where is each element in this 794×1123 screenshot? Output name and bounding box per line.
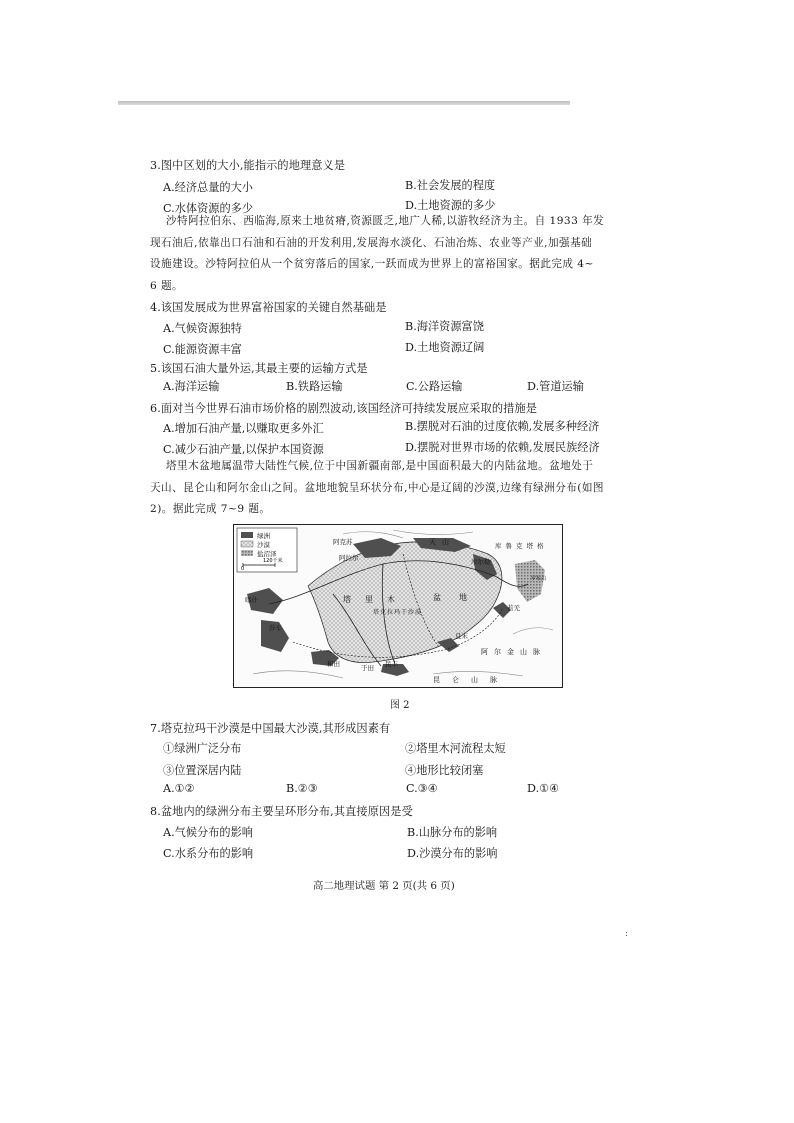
label-kashi: 喀什 <box>245 596 258 604</box>
q7-statement-1: ①绿洲广泛分布 <box>163 742 242 755</box>
label-ruoqiang: 若羌 <box>507 604 520 612</box>
label-pendi: 盆地 <box>433 593 485 602</box>
tarim-basin-map <box>233 524 563 688</box>
q3-option-d: D.土地资源的多少 <box>405 199 496 212</box>
label-talimu: 塔里木 <box>343 595 409 604</box>
q8-option-b: B.山脉分布的影响 <box>407 826 498 839</box>
svg-text:0: 0 <box>241 566 245 572</box>
q4-option-a: A.气候资源独特 <box>163 322 242 335</box>
q6-option-b: B.摆脱对石油的过度依赖,发展多种经济 <box>405 420 600 433</box>
q7-statement-3: ③位置深居内陆 <box>163 764 242 777</box>
label-shache: 莎车 <box>269 624 282 632</box>
legend-desert-label: 沙漠 <box>257 541 270 549</box>
q7-option-b: B.②③ <box>286 782 318 795</box>
q8-option-c: C.水系分布的影响 <box>163 847 254 860</box>
q5-option-a: A.海洋运输 <box>163 380 220 393</box>
label-minfeng: 民丰 <box>385 660 398 668</box>
passage-line: 6 题。 <box>150 279 184 292</box>
corner-mark: : <box>625 929 629 939</box>
label-kunlun: 昆仑山脉 <box>433 676 509 684</box>
question-6-stem: 6.面对当今世界石油市场价格的剧烈波动,该国经济可持续发展应采取的措施是 <box>150 402 538 415</box>
label-lopnur: 罗布泊 <box>531 576 547 582</box>
label-aerjin: 阿尔金山脉 <box>481 648 546 656</box>
q8-option-d: D.沙漠分布的影响 <box>407 847 498 860</box>
top-scan-line <box>118 101 570 105</box>
q7-option-d: D.①④ <box>527 782 560 795</box>
label-hetian: 和田 <box>327 660 340 668</box>
q7-statement-4: ④地形比较闭塞 <box>405 764 484 777</box>
q4-option-b: B.海洋资源富饶 <box>405 320 484 333</box>
q4-option-d: D.土地资源辽阔 <box>405 341 485 354</box>
label-akesu: 阿克苏 <box>333 538 353 546</box>
passage-line: 设施建设。沙特阿拉伯从一个贫穷落后的国家,一跃而成为世界上的富裕国家。据此完成 4~ <box>150 258 594 270</box>
passage-tarim <box>150 456 604 521</box>
q7-option-c: C.③④ <box>406 782 438 795</box>
passage-line: 沙特阿拉伯东、西临海,原来土地贫瘠,资源匮乏,地广人稀,以游牧经济为主。自 1933 年发 <box>166 215 605 227</box>
question-4-stem: 4.该国发展成为世界富裕国家的关键自然基础是 <box>150 301 387 314</box>
question-3-stem: 3.图中区划的大小,能指示的地理意义是 <box>150 159 346 172</box>
q7-statement-2: ②塔里木河流程太短 <box>405 742 506 755</box>
label-tianshan: 天山 <box>429 538 455 546</box>
passage-saudi <box>150 211 605 297</box>
label-kuluke: 库鲁克塔格 <box>495 542 548 550</box>
question-8-stem: 8.盆地内的绿洲分布主要呈环形分布,其直接原因是受 <box>150 805 413 818</box>
legend-salt-label: 盐沼泽 <box>257 550 277 558</box>
q5-option-b: B.铁路运输 <box>286 380 343 393</box>
passage-line: 天山、昆仑山和阿尔金山之间。盆地地貌呈环状分布,中心是辽阔的沙漠,边缘有绿洲分布(如图 <box>150 481 604 494</box>
passage-line: 2)。据此完成 7~9 题。 <box>150 503 271 515</box>
q4-option-c: C.能源资源丰富 <box>163 343 242 356</box>
q6-option-c: C.减少石油产量,以保护本国资源 <box>163 443 324 456</box>
q6-option-a: A.增加石油产量,以赚取更多外汇 <box>163 422 324 435</box>
q7-option-a: A.①② <box>163 782 195 795</box>
question-5-stem: 5.该国石油大量外运,其最主要的运输方式是 <box>150 362 368 375</box>
label-desert: 塔克拉玛干沙漠 <box>373 609 423 616</box>
label-alaer: 阿拉尔 <box>339 554 359 562</box>
label-yutian: 于田 <box>361 664 374 672</box>
legend-salt-swatch <box>241 550 253 556</box>
label-qiemo: 且末 <box>455 632 468 640</box>
q3-option-c: C.水体资源的多少 <box>163 202 254 215</box>
scale-label: 120千米 <box>263 558 283 564</box>
q6-option-d: D.摆脱对世界市场的依赖,发展民族经济 <box>405 441 600 454</box>
q5-option-d: D.管道运输 <box>527 380 584 393</box>
figure-caption: 图 2 <box>390 700 410 711</box>
passage-line: 塔里木盆地属温带大陆性气候,位于中国新疆南部,是中国面积最大的内陆盆地。盆地处于 <box>166 460 594 472</box>
legend-desert-swatch <box>241 541 253 547</box>
q8-option-a: A.气候分布的影响 <box>163 826 253 839</box>
legend-oasis-label: 绿洲 <box>257 532 270 540</box>
question-7-stem: 7.塔克拉玛干沙漠是中国最大沙漠,其形成因素有 <box>150 722 391 735</box>
legend-oasis-swatch <box>241 532 253 538</box>
map-legend <box>237 528 297 572</box>
label-kuerle: 库尔勒 <box>471 558 491 566</box>
q3-option-b: B.社会发展的程度 <box>405 179 496 192</box>
passage-line: 现石油后,依靠出口石油和石油的开发利用,发展海水淡化、石油冶炼、农业等产业,加强基础 <box>150 236 593 249</box>
q5-option-c: C.公路运输 <box>406 380 463 393</box>
q3-option-a: A.经济总量的大小 <box>163 181 253 194</box>
page-footer: 高二地理试题 第 2 页(共 6 页) <box>313 880 455 892</box>
